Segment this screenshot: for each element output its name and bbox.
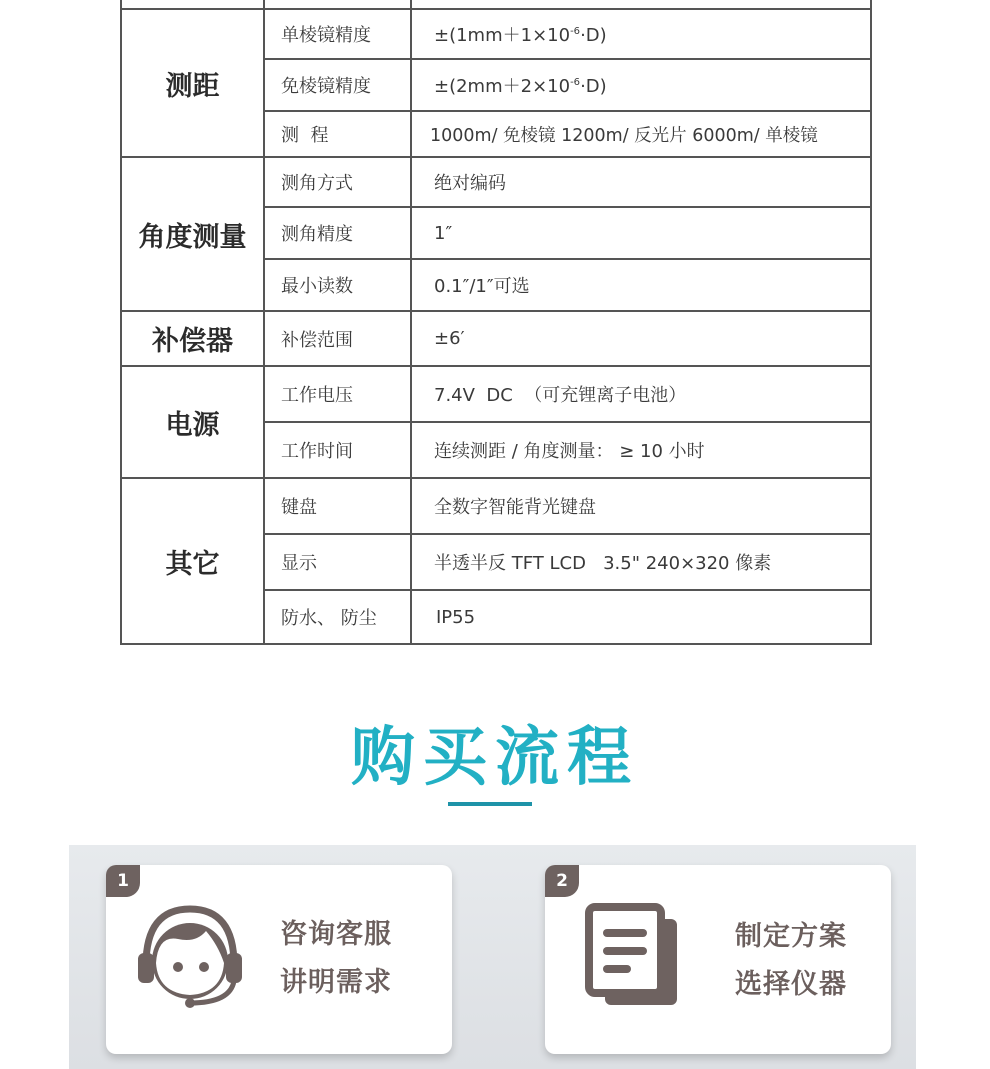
item-cell: 测 程 [264, 111, 411, 157]
table-row [121, 366, 871, 422]
document-stack-icon [585, 903, 681, 1013]
value-cell: 1″ [411, 207, 871, 259]
table-row [121, 311, 871, 366]
category-cell: 补偿器 [121, 311, 264, 366]
value-cell [411, 59, 871, 111]
value-cell: 绝对编码 [411, 157, 871, 207]
item-cell: 测角方式 [264, 157, 411, 207]
step-line-2: 选择仪器 [735, 969, 847, 1000]
exponent-text: -6 [570, 77, 581, 88]
step-line-1: 制定方案 [735, 921, 847, 952]
value-tail-text: ·D) [580, 76, 607, 97]
value-cell: 1000m/ 免棱镜 1200m/ 反光片 6000m/ 单棱镜 [411, 111, 871, 157]
table-row [121, 0, 871, 9]
step-text [735, 913, 847, 1009]
table-row [121, 157, 871, 207]
table-cell-empty [264, 0, 411, 9]
step-line-1: 咨询客服 [280, 919, 392, 950]
table-cell-empty [411, 0, 871, 9]
step-card-consult [106, 865, 452, 1054]
value-cell: 全数字智能背光键盘 [411, 478, 871, 534]
table-row [121, 478, 871, 534]
item-cell: 补偿范围 [264, 311, 411, 366]
step-number-badge: 1 [106, 865, 140, 897]
step-card-plan [545, 865, 891, 1054]
item-cell: 工作时间 [264, 422, 411, 478]
value-cell: IP55 [411, 590, 871, 644]
step-number-badge: 2 [545, 865, 579, 897]
table-row [121, 9, 871, 59]
exponent-text: -6 [570, 26, 581, 37]
item-cell: 显示 [264, 534, 411, 590]
category-cell: 电源 [121, 366, 264, 478]
table-cell-empty [121, 0, 264, 9]
item-cell: 键盘 [264, 478, 411, 534]
value-text: ±(2mm＋2×10 [434, 76, 571, 97]
value-tail-text: ·D) [580, 25, 607, 46]
item-cell: 单棱镜精度 [264, 9, 411, 59]
title-underline [448, 802, 532, 806]
value-cell: ±6′ [411, 311, 871, 366]
category-cell: 角度测量 [121, 157, 264, 311]
item-cell: 防水、 防尘 [264, 590, 411, 644]
step-text [280, 911, 392, 1007]
value-cell [411, 9, 871, 59]
category-cell: 其它 [121, 478, 264, 644]
spec-table [120, 0, 872, 645]
value-cell: 0.1″/1″可选 [411, 259, 871, 311]
headset-person-icon [134, 901, 246, 1013]
value-cell: 7.4V DC （可充锂离子电池） [411, 366, 871, 422]
item-cell: 测角精度 [264, 207, 411, 259]
section-title: 购买流程 [351, 721, 639, 795]
purchase-process-panel [69, 845, 916, 1069]
item-cell: 工作电压 [264, 366, 411, 422]
item-cell: 最小读数 [264, 259, 411, 311]
category-cell: 测距 [121, 9, 264, 157]
value-cell: 连续测距 / 角度测量： ≥ 10 小时 [411, 422, 871, 478]
item-cell: 免棱镜精度 [264, 59, 411, 111]
value-text: ±(1mm＋1×10 [434, 25, 571, 46]
step-line-2: 讲明需求 [280, 967, 392, 998]
value-cell: 半透半反 TFT LCD 3.5" 240×320 像素 [411, 534, 871, 590]
